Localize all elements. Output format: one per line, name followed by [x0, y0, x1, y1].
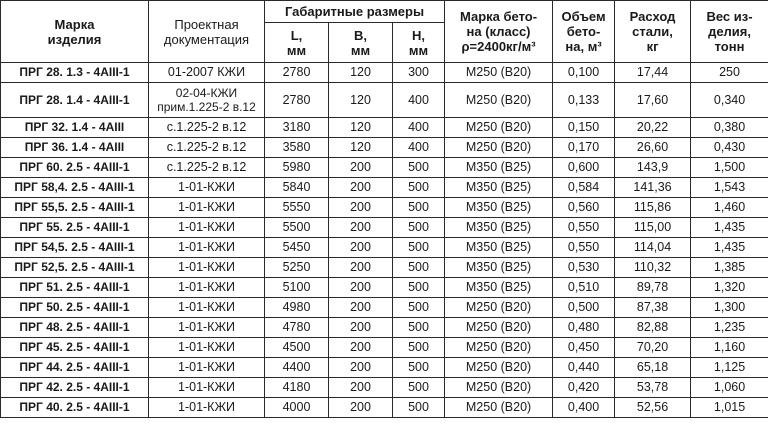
- cell-mark: ПРГ 54,5. 2.5 - 4АIII-1: [1, 238, 149, 258]
- cell-doc: [149, 198, 265, 218]
- cell-mark: ПРГ 52,5. 2.5 - 4АIII-1: [1, 258, 149, 278]
- cell-L: 4000: [265, 398, 329, 418]
- header-concrete: Марка бето- на (класс) ρ=2400кг/м³: [445, 1, 553, 63]
- cell-mark: ПРГ 60. 2.5 - 4АIII-1: [1, 158, 149, 178]
- table-row: [1, 118, 768, 138]
- table-row: [1, 178, 768, 198]
- cell-weight: 0,380: [691, 118, 768, 138]
- cell-weight: 1,320: [691, 278, 768, 298]
- cell-steel: 87,38: [615, 298, 691, 318]
- cell-mark: ПРГ 28. 1.3 - 4АIII-1: [1, 63, 149, 83]
- cell-mark: ПРГ 55,5. 2.5 - 4АIII-1: [1, 198, 149, 218]
- cell-L: 2780: [265, 63, 329, 83]
- cell-H: 500: [393, 178, 445, 198]
- cell-steel: 115,86: [615, 198, 691, 218]
- cell-mark: ПРГ 44. 2.5 - 4АIII-1: [1, 358, 149, 378]
- cell-B: 120: [329, 83, 393, 118]
- cell-mark: ПРГ 36. 1.4 - 4АIII: [1, 138, 149, 158]
- cell-volume: 0,510: [553, 278, 615, 298]
- cell-volume: 0,550: [553, 238, 615, 258]
- cell-concrete: М250 (В20): [445, 338, 553, 358]
- cell-H: 500: [393, 278, 445, 298]
- doc-line: 1-01-КЖИ: [178, 320, 235, 334]
- header-volume: Объем бето- на, м³: [553, 1, 615, 63]
- cell-doc: [149, 378, 265, 398]
- cell-B: 120: [329, 138, 393, 158]
- cell-L: 4500: [265, 338, 329, 358]
- doc-line: 1-01-КЖИ: [178, 220, 235, 234]
- cell-mark: ПРГ 51. 2.5 - 4АIII-1: [1, 278, 149, 298]
- cell-mark: ПРГ 45. 2.5 - 4АIII-1: [1, 338, 149, 358]
- cell-H: 500: [393, 298, 445, 318]
- cell-concrete: М350 (В25): [445, 278, 553, 298]
- header-height: H, мм: [393, 23, 445, 63]
- cell-steel: 110,32: [615, 258, 691, 278]
- cell-weight: 1,125: [691, 358, 768, 378]
- cell-H: 500: [393, 318, 445, 338]
- cell-doc: [149, 258, 265, 278]
- cell-steel: 141,36: [615, 178, 691, 198]
- header-weight: Вес из- делия, тонн: [691, 1, 768, 63]
- cell-steel: 115,00: [615, 218, 691, 238]
- table-row: [1, 158, 768, 178]
- cell-weight: 1,435: [691, 238, 768, 258]
- cell-B: 200: [329, 158, 393, 178]
- cell-B: 200: [329, 218, 393, 238]
- cell-mark: ПРГ 50. 2.5 - 4АIII-1: [1, 298, 149, 318]
- doc-line: с.1.225-2 в.12: [166, 140, 247, 154]
- cell-H: 500: [393, 198, 445, 218]
- cell-volume: 0,100: [553, 63, 615, 83]
- table-row: [1, 258, 768, 278]
- header-doc: Проектная документация: [149, 1, 265, 63]
- cell-steel: 65,18: [615, 358, 691, 378]
- cell-H: 500: [393, 218, 445, 238]
- cell-B: 200: [329, 398, 393, 418]
- cell-H: 500: [393, 398, 445, 418]
- cell-volume: 0,150: [553, 118, 615, 138]
- cell-weight: 0,430: [691, 138, 768, 158]
- cell-mark: ПРГ 55. 2.5 - 4АIII-1: [1, 218, 149, 238]
- cell-doc: [149, 218, 265, 238]
- cell-B: 200: [329, 258, 393, 278]
- cell-concrete: М250 (В20): [445, 138, 553, 158]
- table-row: [1, 398, 768, 418]
- table-row: [1, 298, 768, 318]
- cell-B: 120: [329, 118, 393, 138]
- cell-H: 500: [393, 338, 445, 358]
- table-row: [1, 63, 768, 83]
- cell-B: 120: [329, 63, 393, 83]
- doc-line: 1-01-КЖИ: [178, 240, 235, 254]
- table-row: [1, 358, 768, 378]
- doc-line: с.1.225-2 в.12: [166, 160, 247, 174]
- doc-line: 1-01-КЖИ: [178, 260, 235, 274]
- doc-line: 1-01-КЖИ: [178, 180, 235, 194]
- cell-weight: 1,060: [691, 378, 768, 398]
- cell-weight: 1,235: [691, 318, 768, 338]
- cell-steel: 89,78: [615, 278, 691, 298]
- cell-mark: ПРГ 32. 1.4 - 4АIII: [1, 118, 149, 138]
- cell-L: 5250: [265, 258, 329, 278]
- cell-L: 4180: [265, 378, 329, 398]
- cell-doc: [149, 398, 265, 418]
- doc-line: 1-01-КЖИ: [178, 300, 235, 314]
- cell-L: 5840: [265, 178, 329, 198]
- cell-doc: [149, 238, 265, 258]
- header-steel: Расход стали, кг: [615, 1, 691, 63]
- header-width: B, мм: [329, 23, 393, 63]
- doc-line: 1-01-КЖИ: [178, 340, 235, 354]
- cell-volume: 0,170: [553, 138, 615, 158]
- cell-mark: ПРГ 48. 2.5 - 4АIII-1: [1, 318, 149, 338]
- cell-steel: 17,44: [615, 63, 691, 83]
- cell-doc: [149, 83, 265, 118]
- cell-mark: ПРГ 40. 2.5 - 4АIII-1: [1, 398, 149, 418]
- cell-L: 4780: [265, 318, 329, 338]
- cell-volume: 0,530: [553, 258, 615, 278]
- cell-concrete: М350 (В25): [445, 158, 553, 178]
- cell-doc: [149, 158, 265, 178]
- cell-B: 200: [329, 378, 393, 398]
- cell-B: 200: [329, 278, 393, 298]
- cell-steel: 52,56: [615, 398, 691, 418]
- cell-steel: 17,60: [615, 83, 691, 118]
- cell-steel: 82,88: [615, 318, 691, 338]
- cell-concrete: М250 (В20): [445, 378, 553, 398]
- cell-L: 3180: [265, 118, 329, 138]
- cell-doc: [149, 338, 265, 358]
- table-row: [1, 318, 768, 338]
- cell-B: 200: [329, 318, 393, 338]
- cell-concrete: М250 (В20): [445, 318, 553, 338]
- doc-line: 1-01-КЖИ: [178, 360, 235, 374]
- cell-doc: [149, 178, 265, 198]
- cell-doc: [149, 278, 265, 298]
- cell-L: 5980: [265, 158, 329, 178]
- table-body: [1, 63, 768, 418]
- cell-B: 200: [329, 358, 393, 378]
- cell-volume: 0,480: [553, 318, 615, 338]
- header-dims: Габаритные размеры: [265, 1, 445, 23]
- cell-concrete: М350 (В25): [445, 238, 553, 258]
- cell-L: 3580: [265, 138, 329, 158]
- cell-H: 300: [393, 63, 445, 83]
- cell-H: 500: [393, 378, 445, 398]
- cell-concrete: М350 (В25): [445, 258, 553, 278]
- cell-B: 200: [329, 178, 393, 198]
- cell-B: 200: [329, 338, 393, 358]
- doc-line: 1-01-КЖИ: [178, 380, 235, 394]
- cell-H: 500: [393, 358, 445, 378]
- cell-volume: 0,600: [553, 158, 615, 178]
- table-row: [1, 338, 768, 358]
- cell-volume: 0,550: [553, 218, 615, 238]
- cell-steel: 114,04: [615, 238, 691, 258]
- cell-doc: [149, 63, 265, 83]
- cell-weight: 1,500: [691, 158, 768, 178]
- cell-volume: 0,500: [553, 298, 615, 318]
- cell-mark: ПРГ 58,4. 2.5 - 4АIII-1: [1, 178, 149, 198]
- cell-steel: 143,9: [615, 158, 691, 178]
- cell-volume: 0,584: [553, 178, 615, 198]
- cell-concrete: М250 (В20): [445, 63, 553, 83]
- cell-weight: 1,160: [691, 338, 768, 358]
- cell-concrete: М350 (В25): [445, 198, 553, 218]
- cell-doc: [149, 318, 265, 338]
- cell-mark: ПРГ 42. 2.5 - 4АIII-1: [1, 378, 149, 398]
- cell-concrete: М350 (В25): [445, 218, 553, 238]
- cell-H: 400: [393, 118, 445, 138]
- cell-concrete: М350 (В25): [445, 178, 553, 198]
- table-row: [1, 378, 768, 398]
- doc-line: прим.1.225-2 в.12: [157, 100, 256, 114]
- cell-weight: 1,300: [691, 298, 768, 318]
- cell-steel: 53,78: [615, 378, 691, 398]
- cell-weight: 250: [691, 63, 768, 83]
- cell-steel: 70,20: [615, 338, 691, 358]
- table-row: [1, 138, 768, 158]
- doc-line: 01-2007 КЖИ: [167, 65, 246, 79]
- cell-L: 5100: [265, 278, 329, 298]
- cell-weight: 1,543: [691, 178, 768, 198]
- table-row: [1, 83, 768, 118]
- cell-doc: [149, 298, 265, 318]
- cell-weight: 1,435: [691, 218, 768, 238]
- cell-concrete: М250 (В20): [445, 398, 553, 418]
- cell-doc: [149, 358, 265, 378]
- cell-B: 200: [329, 298, 393, 318]
- table-row: [1, 198, 768, 218]
- cell-volume: 0,133: [553, 83, 615, 118]
- header-mark: Марка изделия: [1, 1, 149, 63]
- cell-concrete: М250 (В20): [445, 118, 553, 138]
- cell-mark: ПРГ 28. 1.4 - 4АIII-1: [1, 83, 149, 118]
- table-row: [1, 218, 768, 238]
- cell-B: 200: [329, 238, 393, 258]
- cell-concrete: М250 (В20): [445, 83, 553, 118]
- cell-B: 200: [329, 198, 393, 218]
- cell-L: 5450: [265, 238, 329, 258]
- cell-steel: 26,60: [615, 138, 691, 158]
- table-header: [1, 1, 768, 63]
- cell-L: 5550: [265, 198, 329, 218]
- doc-line: 1-01-КЖИ: [178, 400, 235, 414]
- cell-H: 500: [393, 238, 445, 258]
- cell-L: 4980: [265, 298, 329, 318]
- cell-H: 500: [393, 258, 445, 278]
- cell-H: 400: [393, 138, 445, 158]
- cell-weight: 1,385: [691, 258, 768, 278]
- cell-weight: 1,015: [691, 398, 768, 418]
- cell-volume: 0,440: [553, 358, 615, 378]
- cell-L: 4400: [265, 358, 329, 378]
- cell-volume: 0,450: [553, 338, 615, 358]
- doc-line: с.1.225-2 в.12: [166, 120, 247, 134]
- cell-concrete: М250 (В20): [445, 298, 553, 318]
- cell-steel: 20,22: [615, 118, 691, 138]
- table-row: [1, 278, 768, 298]
- cell-volume: 0,420: [553, 378, 615, 398]
- doc-line: 1-01-КЖИ: [178, 200, 235, 214]
- cell-doc: [149, 118, 265, 138]
- cell-concrete: М250 (В20): [445, 358, 553, 378]
- doc-line: 1-01-КЖИ: [178, 280, 235, 294]
- cell-H: 400: [393, 83, 445, 118]
- table-row: [1, 238, 768, 258]
- header-length: L, мм: [265, 23, 329, 63]
- cell-weight: 0,340: [691, 83, 768, 118]
- cell-doc: [149, 138, 265, 158]
- cell-volume: 0,400: [553, 398, 615, 418]
- cell-H: 500: [393, 158, 445, 178]
- cell-weight: 1,460: [691, 198, 768, 218]
- cell-L: 5500: [265, 218, 329, 238]
- doc-line: 02-04-КЖИ: [175, 86, 238, 100]
- cell-volume: 0,560: [553, 198, 615, 218]
- cell-L: 2780: [265, 83, 329, 118]
